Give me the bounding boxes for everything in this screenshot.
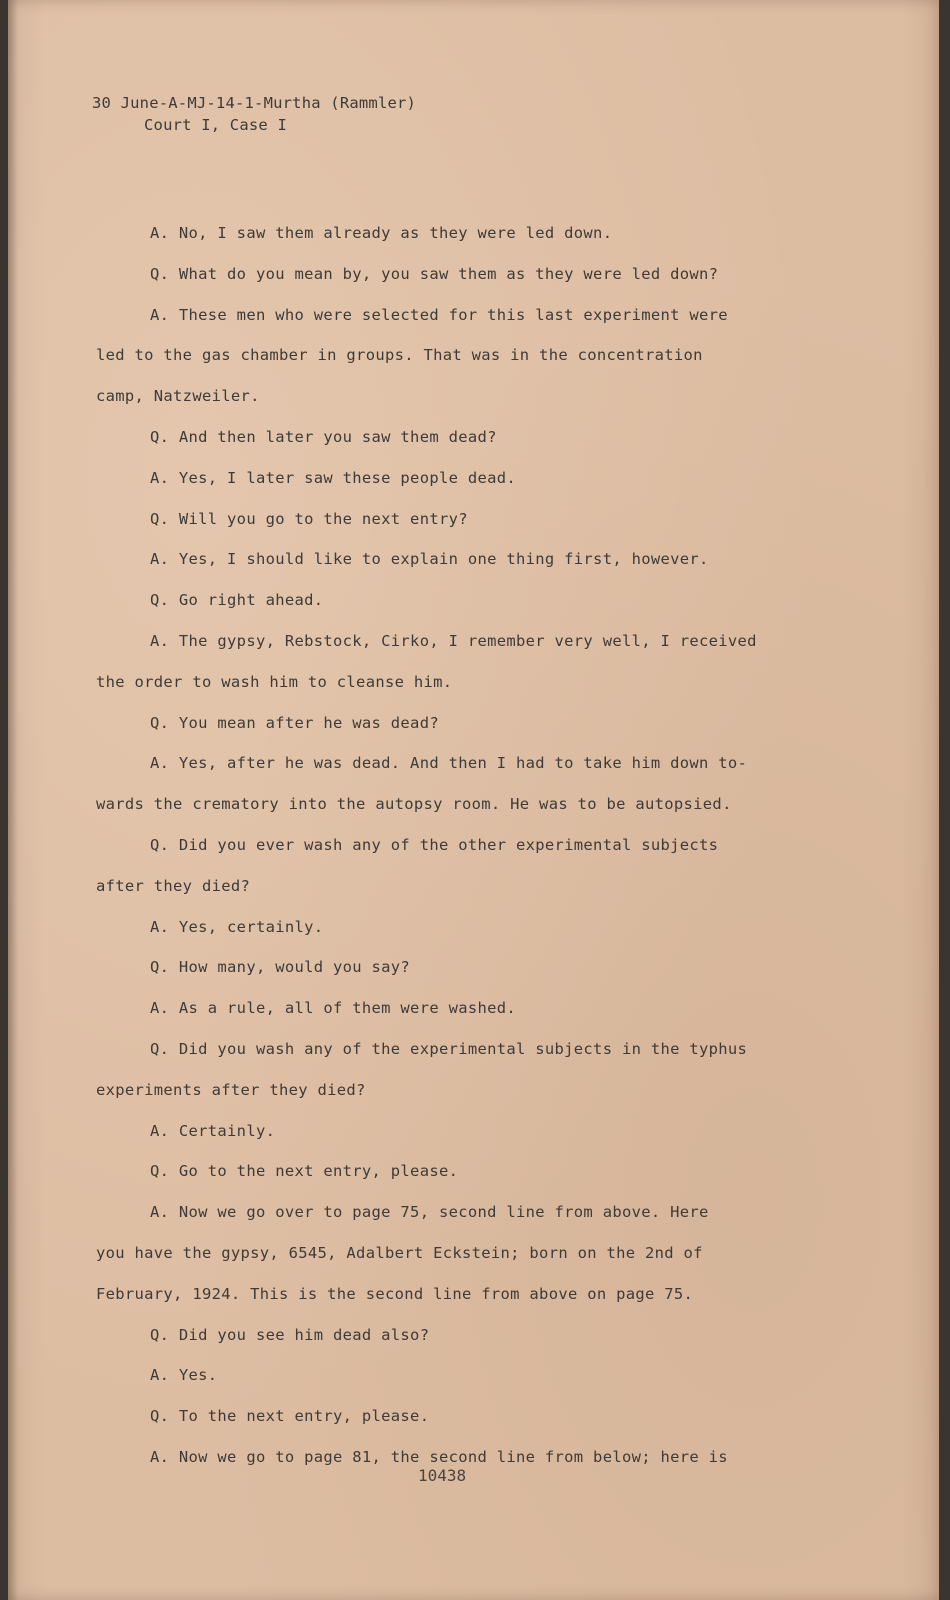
transcript-line: A. Yes, I later saw these people dead.: [150, 468, 517, 487]
transcript-line: Q. To the next entry, please.: [150, 1407, 430, 1426]
transcript-line: Q. What do you mean by, you saw them as they were led down?: [150, 264, 719, 283]
document-page: [8, 0, 939, 1600]
transcript-line: Q. Did you wash any of the experimental subjects in the typhus: [150, 1039, 748, 1058]
transcript-line: Q. And then later you saw them dead?: [150, 427, 497, 446]
transcript-line: wards the crematory into the autopsy room. He was to be autopsied.: [96, 795, 732, 814]
transcript-line: February, 1924. This is the second line from above on page 75.: [96, 1284, 694, 1303]
transcript-line: A. Certainly.: [150, 1121, 276, 1140]
transcript-line: A. Yes, after he was dead. And then I had to take him down to-: [150, 754, 748, 773]
header-session-line: 30 June-A-MJ-14-1-Murtha (Rammler): [92, 94, 417, 112]
transcript-line: led to the gas chamber in groups. That was in the concentration: [96, 346, 703, 365]
document-header: [92, 92, 416, 136]
transcript-line: experiments after they died?: [96, 1080, 366, 1099]
transcript-line: camp, Natzweiler.: [96, 387, 260, 406]
transcript-line: A. Yes.: [150, 1366, 218, 1385]
transcript-line: A. No, I saw them already as they were led down.: [150, 224, 613, 242]
header-court-line: Court I, Case I: [144, 116, 287, 134]
page-number: 10438: [418, 1466, 467, 1485]
transcript-line: A. Yes, certainly.: [150, 917, 324, 936]
transcript-line: the order to wash him to cleanse him.: [96, 672, 453, 691]
transcript-line: A. These men who were selected for this last experiment were: [150, 305, 728, 324]
transcript-line: Q. Go to the next entry, please.: [150, 1162, 459, 1181]
page-edge-shadow: [8, 0, 18, 1600]
transcript-line: A. The gypsy, Rebstock, Cirko, I remember very well, I received: [150, 631, 757, 650]
transcript-line: A. Now we go over to page 75, second line from above. Here: [150, 1203, 709, 1222]
transcript-line: Q. Did you see him dead also?: [150, 1325, 430, 1344]
transcript-body: [96, 213, 796, 1478]
transcript-line: Q. How many, would you say?: [150, 958, 411, 977]
transcript-line: Q. Did you ever wash any of the other experimental subjects: [150, 835, 719, 854]
transcript-line: Q. Go right ahead.: [150, 591, 324, 610]
transcript-line: A. Yes, I should like to explain one thing first, however.: [150, 550, 709, 569]
transcript-line: Q. You mean after he was dead?: [150, 713, 439, 732]
transcript-line: you have the gypsy, 6545, Adalbert Eckstein; born on the 2nd of: [96, 1243, 703, 1262]
transcript-line: A. Now we go to page 81, the second line from below; here is: [150, 1447, 728, 1466]
transcript-line: A. As a rule, all of them were washed.: [150, 999, 517, 1018]
transcript-line: Q. Will you go to the next entry?: [150, 509, 468, 528]
transcript-line: after they died?: [96, 876, 251, 895]
